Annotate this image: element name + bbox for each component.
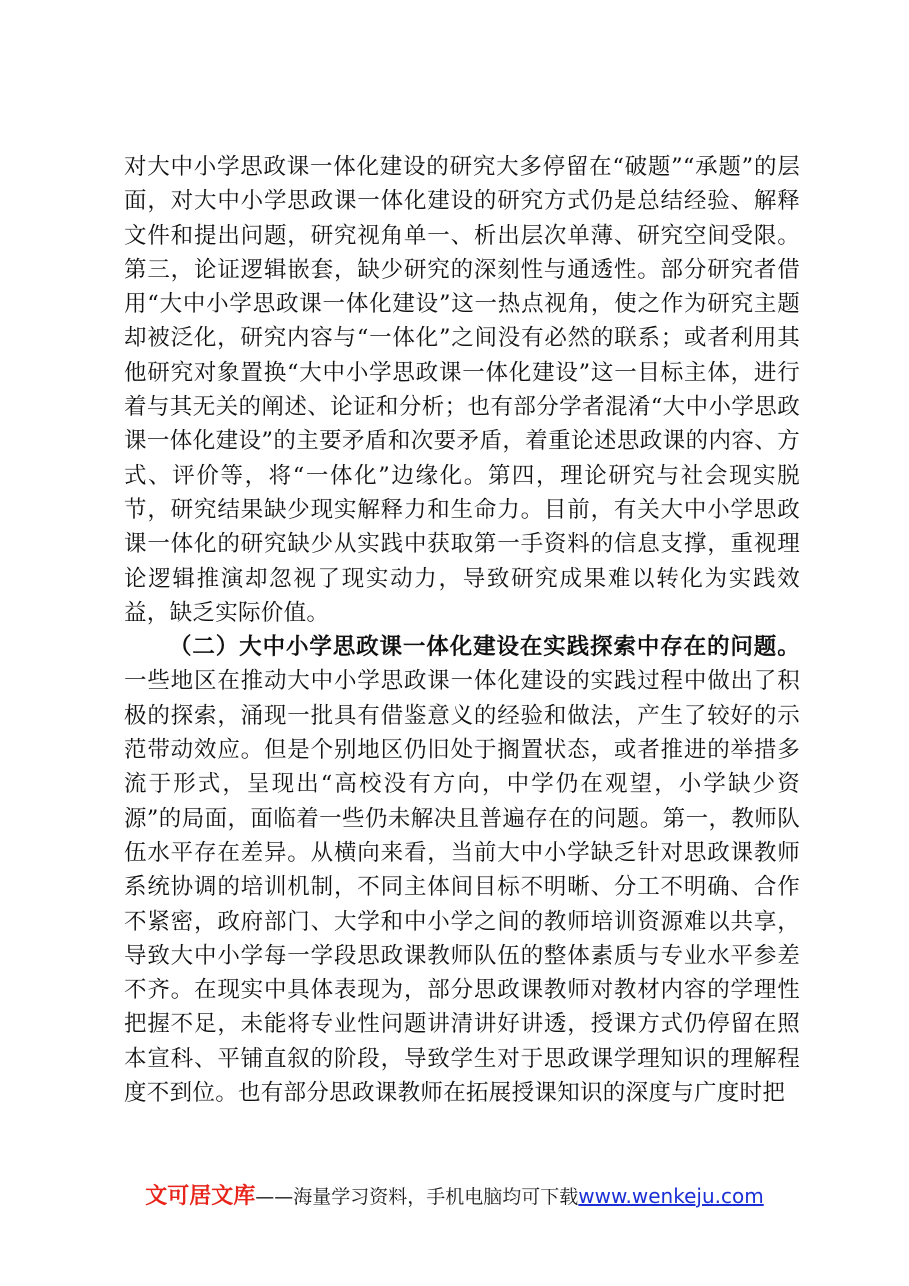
section-heading: （二）大中小学思政课一体化建设在实践探索中存在的问题。 [169,634,800,661]
website-link[interactable]: www.wenkeju.com [578,1184,764,1208]
paragraph-2 [124,630,800,1110]
paragraph-2-text: 一些地区在推动大中小学思政课一体化建设的实践过程中做出了积极的探索，涌现一批具有借鉴意义的经验和做法，产生了较好的示范带动效应。但是个别地区仍旧处于搁置状态，或者推进的举措多流于形式，呈现出“高校没有方向，中学仍在观望，小学缺少资源”的局面，面临着一些仍未解决且普遍存在的问题。第一，教师队伍水平存在差异。从横向来看，当前大中小学缺乏针对思政课教师系统协调的培训机制，不同主体间目标不明晰、分工不明确、合作不紧密，政府部门、大学和中小学之间的教师培训资源难以共享，导致大中小学每一学段思政课教师队伍的整体素质与专业水平参差不齐。在现实中具体表现为，部分思政课教师对教材内容的学理性把握不足，未能将专业性问题讲清讲好讲透，授课方式仍停留在照本宣科、平铺直叙的阶段，导致学生对于思政课学理知识的理解程度不到位。也有部分思政课教师在拓展授课知识的深度与广度时把 [124,668,800,1107]
paragraph-1: 对大中小学思政课一体化建设的研究大多停留在“破题”“承题”的层面，对大中小学思政课一体化建设的研究方式仍是总结经验、解释文件和提出问题，研究视角单一、析出层次单薄、研究空间受限。第三，论证逻辑嵌套，缺少研究的深刻性与通透性。部分研究者借用“大中小学思政课一体化建设”这一热点视角，使之作为研究主题却被泛化，研究内容与“一体化”之间没有必然的联系；或者利用其他研究对象置换“大中小学思政课一体化建设”这一目标主体，进行着与其无关的阐述、论证和分析；也有部分学者混淆“大中小学思政课一体化建设”的主要矛盾和次要矛盾，着重论述思政课的内容、方式、评价等，将“一体化”边缘化。第四，理论研究与社会现实脱节，研究结果缺少现实解释力和生命力。目前，有关大中小学思政课一体化的研究缺少从实践中获取第一手资料的信息支撑，重视理论逻辑推演却忽视了现实动力，导致研究成果难以转化为实践效益，缺乏实际价值。 [124,154,800,626]
footer-banner [0,1180,909,1213]
document-body [124,150,800,1110]
footer-tagline: ——海量学习资料，手机电脑均可下载 [255,1186,579,1208]
brand-name: 文可居文库 [145,1184,256,1209]
